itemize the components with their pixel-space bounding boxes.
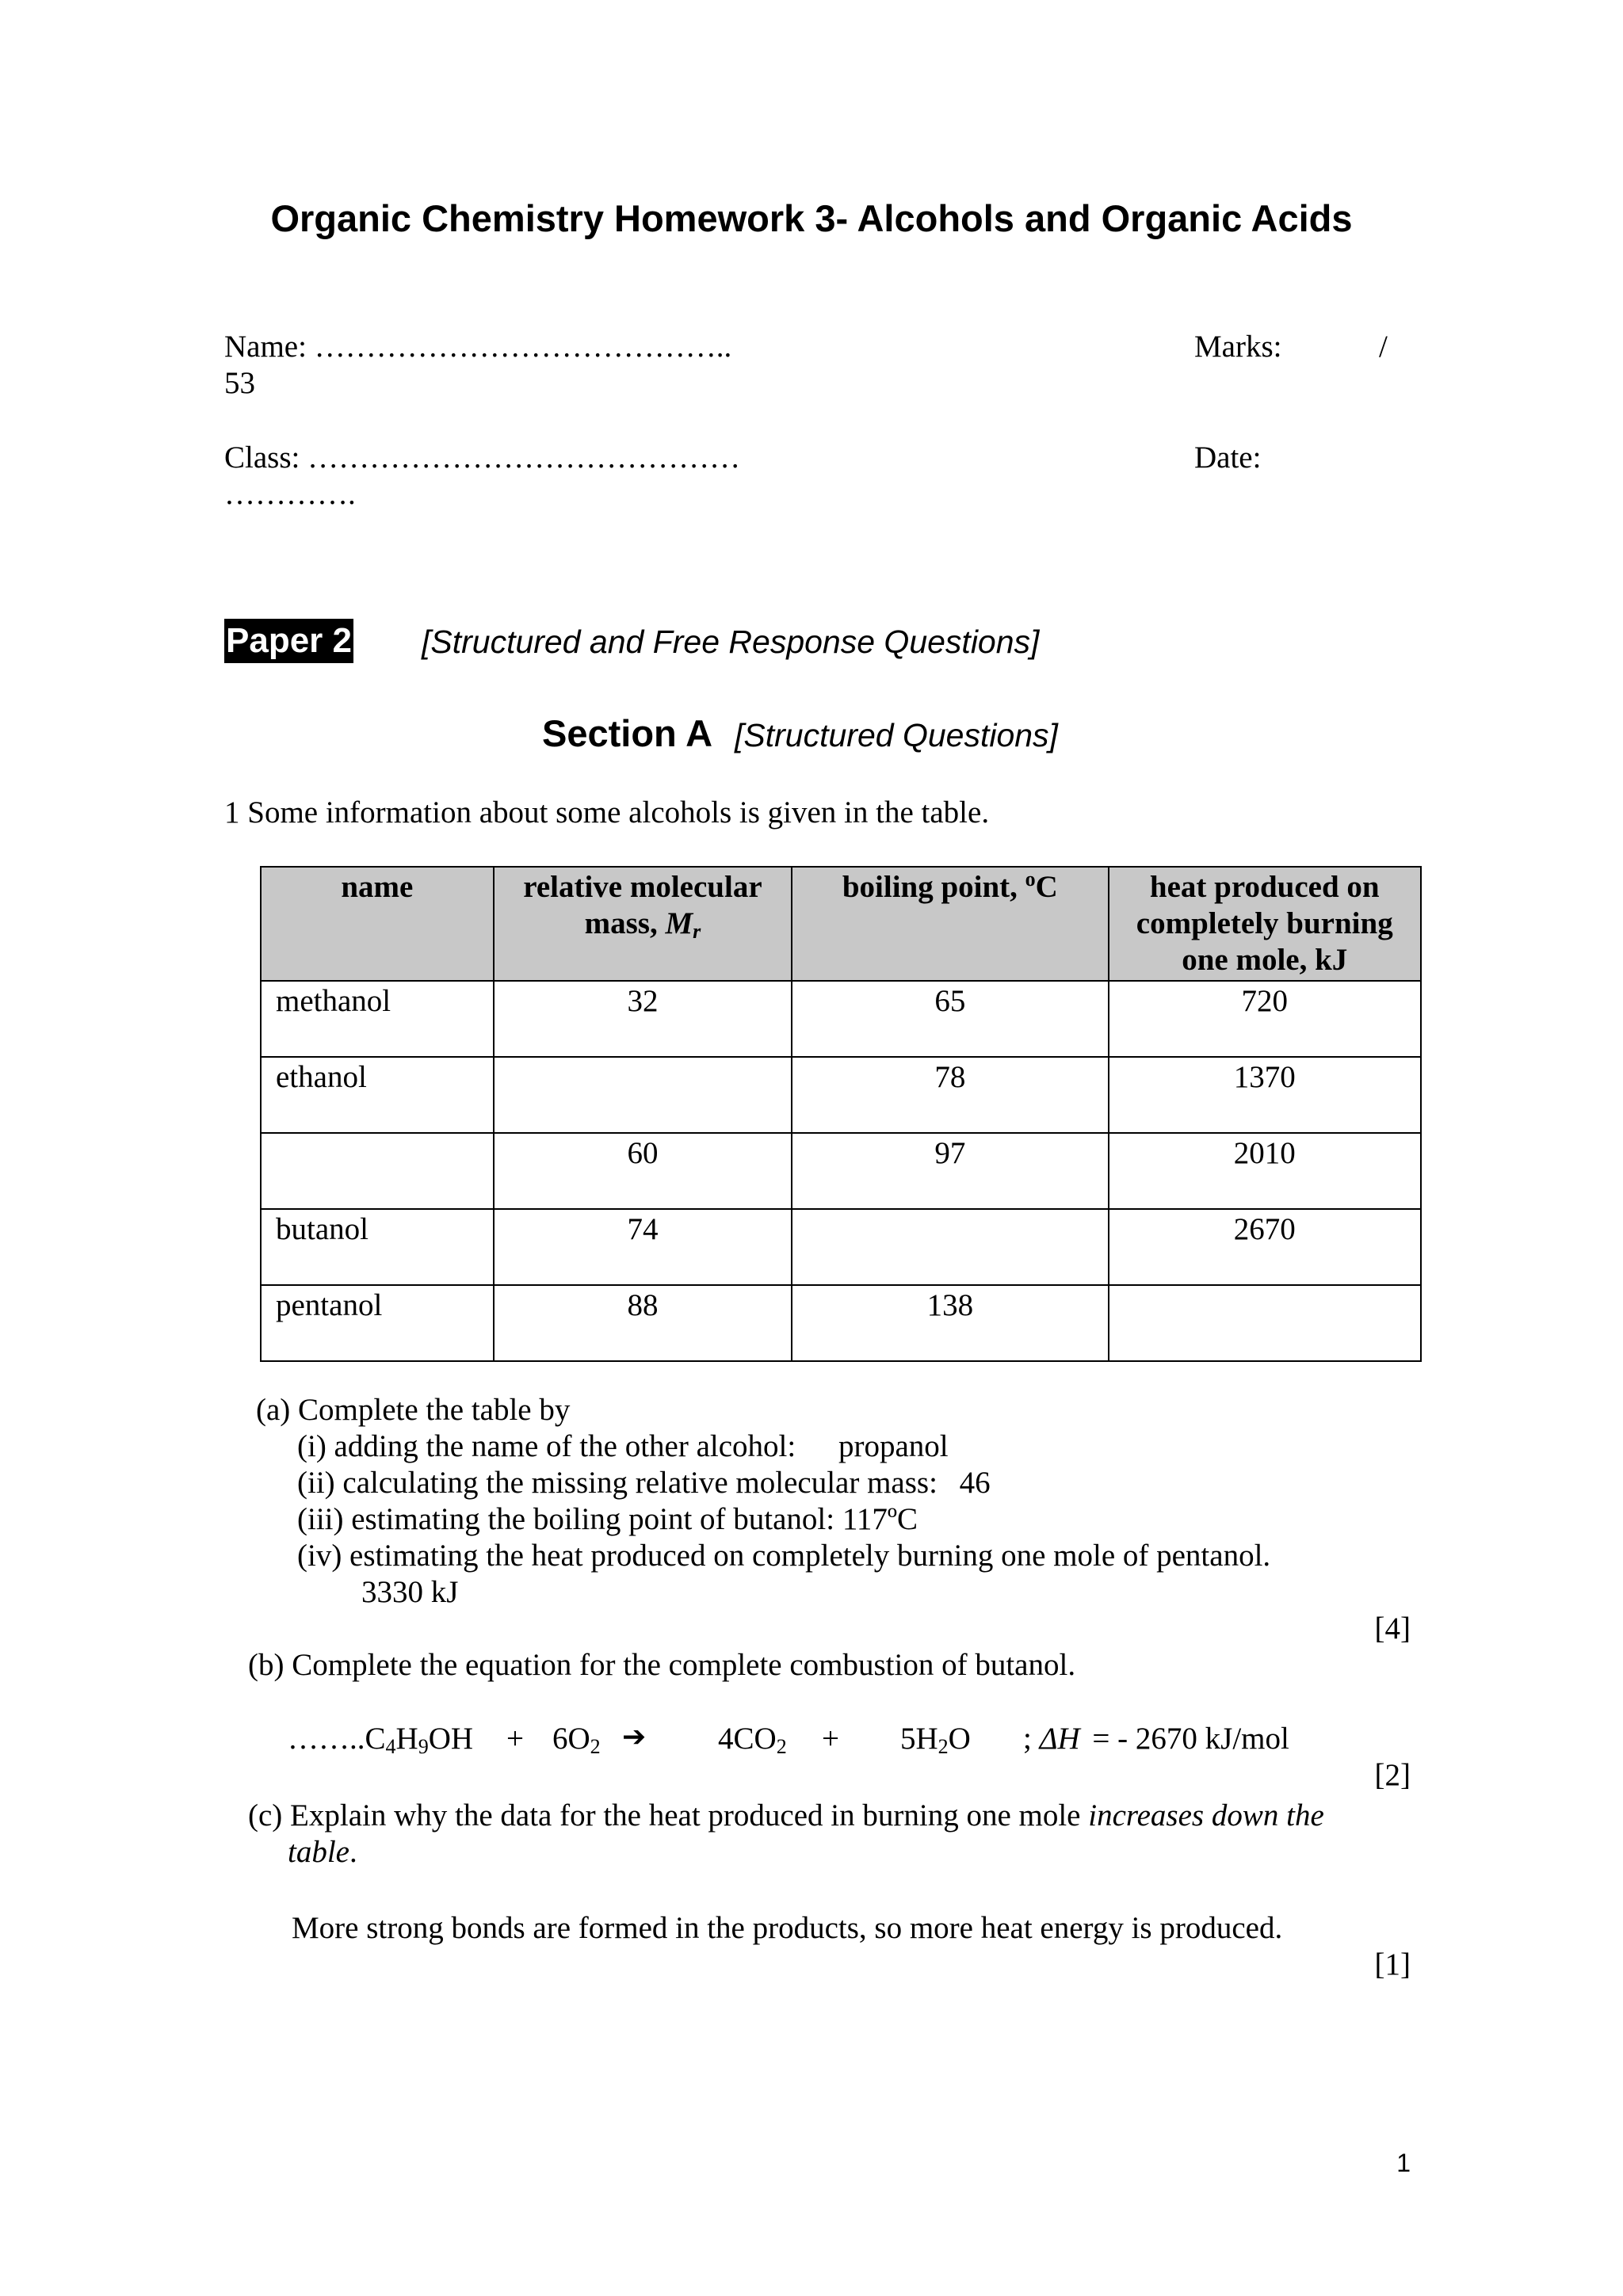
table-row [261,1209,1421,1285]
part-a-i-answer: propanol [838,1429,949,1463]
table-row [261,981,1421,1057]
cell-mass: 88 [494,1285,792,1361]
date-label: Date: [1194,441,1262,475]
cell-name: pentanol [261,1285,494,1361]
paper-subtitle: [Structured and Free Response Questions] [422,624,1040,660]
cell-heat: 720 [1109,981,1422,1057]
header-name: name [261,867,494,981]
cell-mass: 74 [494,1209,792,1285]
marks-total: 53 [224,366,255,400]
alcohols-table [260,866,1422,1362]
cell-mass: 60 [494,1133,792,1209]
header-heat-produced: heat produced on completely burning one mole, kJ [1109,867,1422,981]
part-c-marks: [1] [1374,1947,1411,1981]
table-row [261,1133,1421,1209]
cell-heat: 1370 [1109,1057,1422,1133]
cell-name: butanol [261,1209,494,1285]
cell-mass [494,1057,792,1133]
cell-name: ethanol [261,1057,494,1133]
equation-water: $5H_2O$ [900,1722,971,1758]
class-field-label: Class: …………………………………… [224,441,741,475]
table-row [261,1285,1421,1361]
marks-slash: / [1379,330,1388,364]
paper-label: Paper 2 [224,619,353,663]
question-1-intro: 1 Some information about some alcohols is given in the table. [224,795,990,830]
part-a-iv-answer: 3330 kJ [361,1575,459,1609]
part-a-marks: [4] [1374,1611,1411,1646]
section-heading [542,711,1058,755]
part-a-lead: (a) Complete the table by [256,1393,571,1427]
cell-name: methanol [261,981,494,1057]
cell-boiling-point [792,1209,1108,1285]
date-dots: …………. [224,477,356,511]
page-number: 1 [1396,2149,1411,2177]
marks-label: Marks: [1194,330,1282,364]
part-a-ii [297,1465,991,1501]
cell-boiling-point: 65 [792,981,1108,1057]
cell-boiling-point: 138 [792,1285,1108,1361]
section-subtitle: [Structured Questions] [735,717,1058,753]
name-field-label: Name: ………………………………….. [224,330,732,364]
section-title: Section A [542,712,713,754]
equation-co2: $4CO_2$ [718,1722,787,1758]
part-c-answer: More strong bonds are formed in the products, so more heat energy is produced. [292,1911,1283,1945]
equation-enthalpy: ; ΔH = - 2670 kJ/mol [1023,1722,1289,1756]
part-a-ii-answer: 46 [959,1466,991,1500]
page-title: Organic Chemistry Homework 3- Alcohols and Organic Acids [270,197,1353,239]
cell-boiling-point: 78 [792,1057,1108,1133]
part-a-i-question: (i) adding the name of the other alcohol: [297,1429,796,1463]
table-row [261,1057,1421,1133]
table-header-row [261,867,1421,981]
equation-oxygen: $6O_2$ [552,1722,601,1758]
header-boiling-point: boiling point, $^o$C [792,867,1108,981]
cell-heat [1109,1285,1422,1361]
cell-heat: 2010 [1109,1133,1422,1209]
cell-boiling-point: 97 [792,1133,1108,1209]
equation-plus-1: + [506,1722,524,1756]
part-b-lead: (b) Complete the equation for the complete combustion of butanol. [248,1648,1076,1682]
cell-mass: 32 [494,981,792,1057]
combustion-equation: $\dots\dots..C_4H_9OH$ [288,1722,474,1758]
header-relative-mass: relative molecular mass, $M_r$ [494,867,792,981]
part-c-lead: (c) Explain why the data for the heat produced in burning one mole increases down the [248,1798,1324,1833]
part-b-marks: [2] [1374,1758,1411,1792]
part-a-ii-question: (ii) calculating the missing relative molecular mass: [297,1466,938,1500]
cell-heat: 2670 [1109,1209,1422,1285]
equation-plus-2: + [822,1722,839,1756]
reaction-arrow-icon: ➔ [622,1721,647,1753]
part-a-iii: (iii) estimating the boiling point of butanol: 117ºC [297,1502,918,1536]
cell-name [261,1133,494,1209]
part-a-i [297,1428,949,1465]
part-a-iv: (iv) estimating the heat produced on completely burning one mole of pentanol. [297,1539,1271,1573]
part-c-line2: table. [288,1835,357,1869]
